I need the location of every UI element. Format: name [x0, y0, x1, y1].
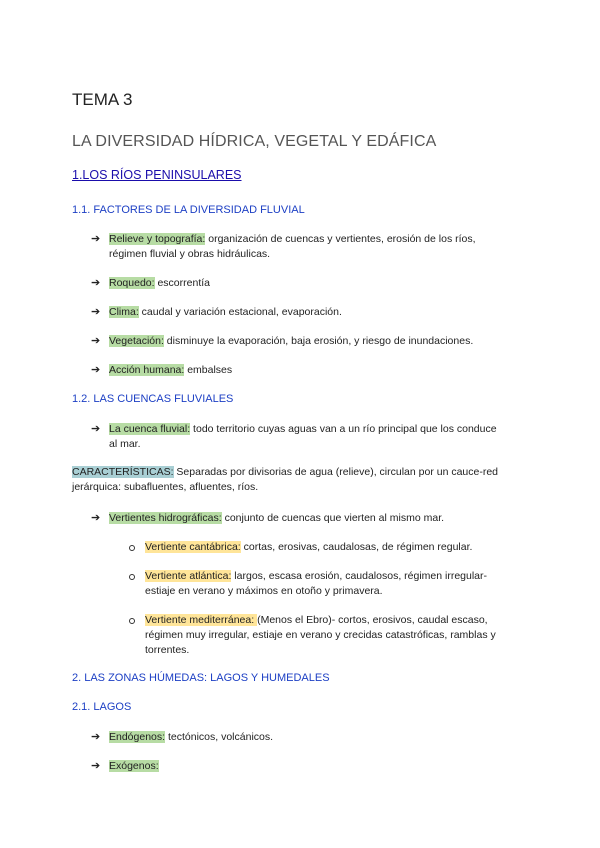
arrow-bullet-icon: ➔	[91, 423, 101, 435]
subsection-heading-factores: 1.1. FACTORES DE LA DIVERSIDAD FLUVIAL	[72, 204, 305, 216]
highlighted-term: Vertientes hidrográficas:	[109, 512, 222, 524]
circle-bullet-icon	[129, 618, 135, 624]
list-item	[109, 423, 497, 435]
arrow-bullet-icon: ➔	[91, 364, 101, 376]
list-item	[109, 364, 232, 376]
item-text: tectónicos, volcánicos.	[165, 731, 274, 743]
arrow-bullet-icon: ➔	[91, 277, 101, 289]
page-title: TEMA 3	[72, 90, 133, 109]
paragraph-text-continued: jerárquica: subafluentes, afluentes, ríos.	[72, 481, 259, 493]
arrow-bullet-icon: ➔	[91, 731, 101, 743]
list-item	[145, 541, 472, 553]
highlighted-term: Exógenos:	[109, 760, 159, 772]
item-text: disminuye la evaporación, baja erosión, y riesgo de inundaciones.	[163, 335, 474, 347]
highlighted-term: CARACTERÍSTICAS:	[72, 466, 174, 478]
section-heading-zonas-humedas: 2. LAS ZONAS HÚMEDAS: LAGOS Y HUMEDALES	[72, 672, 330, 684]
item-text: embalses	[184, 364, 233, 376]
item-text: organización de cuencas y vertientes, erosión de los ríos,	[205, 233, 476, 245]
highlighted-term: Acción humana:	[109, 364, 185, 376]
highlighted-term: Clima:	[109, 306, 139, 318]
item-text: (Menos el Ebro)- cortos, erosivos, caudal escaso,	[257, 614, 488, 626]
list-item	[109, 233, 476, 245]
list-item	[109, 760, 159, 772]
item-text: conjunto de cuencas que vierten al mismo mar.	[221, 512, 445, 524]
highlighted-term: Vertiente atlántica:	[145, 570, 232, 582]
subsection-heading-cuencas: 1.2. LAS CUENCAS FLUVIALES	[72, 393, 234, 405]
arrow-bullet-icon: ➔	[91, 512, 101, 524]
item-text: todo territorio cuyas aguas van a un río principal que los conduce	[190, 423, 497, 435]
highlighted-term: Endógenos:	[109, 731, 166, 743]
paragraph-caracteristicas	[72, 466, 498, 478]
item-text-continued: régimen fluvial y obras hidráulicas.	[109, 248, 271, 260]
arrow-bullet-icon: ➔	[91, 233, 101, 245]
list-item	[109, 512, 444, 524]
highlighted-term: La cuenca fluvial:	[109, 423, 191, 435]
arrow-bullet-icon: ➔	[91, 760, 101, 772]
item-text: cortas, erosivas, caudalosas, de régimen regular.	[240, 541, 473, 553]
item-text-continued: al mar.	[109, 438, 141, 450]
paragraph-text: Separadas por divisorias de agua (relieve), circulan por un cauce-red	[173, 466, 499, 478]
list-item	[109, 335, 473, 347]
arrow-bullet-icon: ➔	[91, 335, 101, 347]
circle-bullet-icon	[129, 574, 135, 580]
item-text: escorrentía	[154, 277, 210, 289]
item-text: largos, escasa erosión, caudalosos, régimen irregular-	[231, 570, 488, 582]
arrow-bullet-icon: ➔	[91, 306, 101, 318]
highlighted-term: Vertiente cantábrica:	[145, 541, 241, 553]
list-item	[109, 731, 273, 743]
item-text-continued: estiaje en verano y máximos en otoño y primavera.	[145, 585, 383, 597]
item-text: caudal y variación estacional, evaporación.	[138, 306, 342, 318]
list-item	[145, 614, 488, 626]
circle-bullet-icon	[129, 545, 135, 551]
list-item	[109, 277, 210, 289]
list-item	[145, 570, 487, 582]
item-text-continued: régimen muy irregular, estiaje en verano y crecidas catastróficas, ramblas y	[145, 629, 496, 641]
subsection-heading-lagos: 2.1. LAGOS	[72, 701, 132, 713]
document-subtitle: LA DIVERSIDAD HÍDRICA, VEGETAL Y EDÁFICA	[72, 133, 437, 150]
list-item	[109, 306, 342, 318]
highlighted-term: Relieve y topografía:	[109, 233, 206, 245]
highlighted-term: Vertiente mediterránea:	[145, 614, 258, 626]
highlighted-term: Vegetación:	[109, 335, 164, 347]
highlighted-term: Roquedo:	[109, 277, 155, 289]
section-heading-rios[interactable]: 1.LOS RÍOS PENINSULARES	[72, 168, 242, 182]
item-text-continued: torrentes.	[145, 644, 190, 656]
